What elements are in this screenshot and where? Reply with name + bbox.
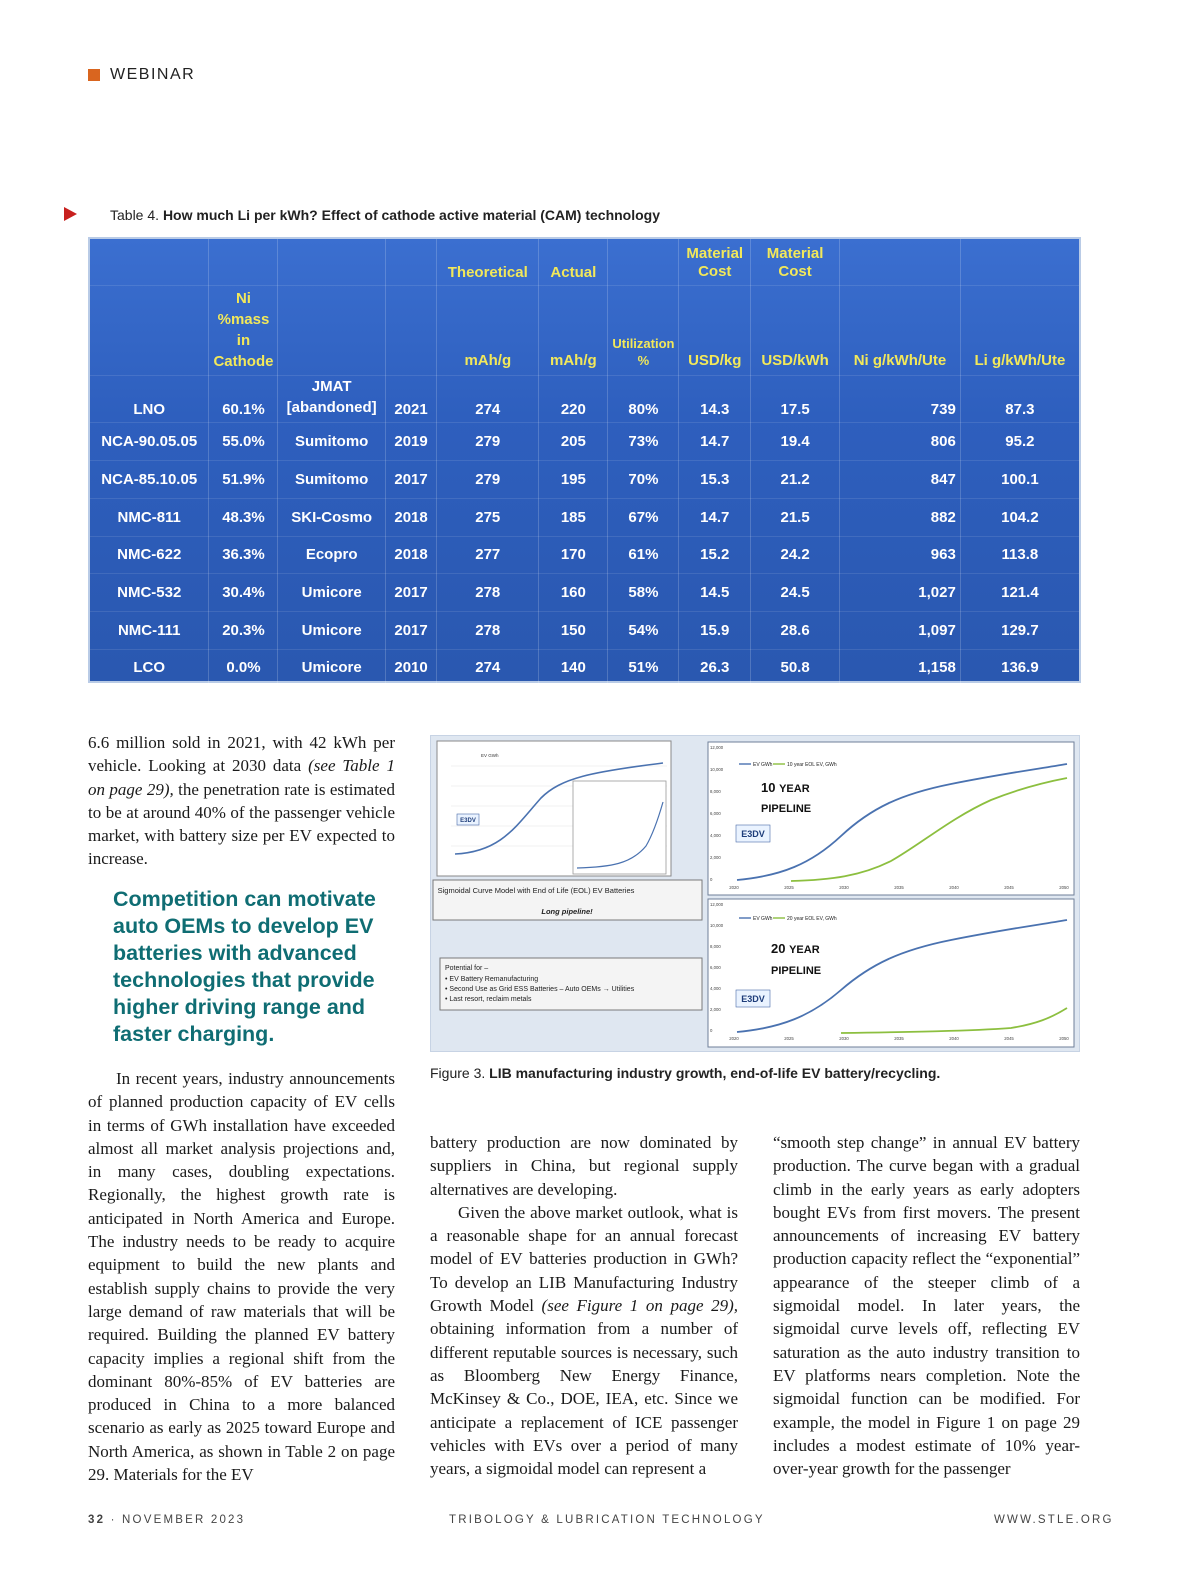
info-box-2-title: Potential for – xyxy=(445,965,489,972)
cell-ni-g: 1,158 xyxy=(840,649,961,686)
x-tick: 2045 xyxy=(1004,1036,1014,1041)
cell-usd-kg: 15.2 xyxy=(679,536,751,573)
cell-year: 2017 xyxy=(385,460,436,498)
y-tick: 6,000 xyxy=(710,811,721,816)
cell-actual: 140 xyxy=(539,649,608,686)
cell-usd-kwh: 50.8 xyxy=(751,649,840,686)
header-text: Cost xyxy=(698,262,732,280)
paragraph xyxy=(430,1201,738,1481)
table-caption xyxy=(110,207,660,223)
top-legend-2: 10 year EOL EV, GWh xyxy=(787,762,837,768)
column-1-top xyxy=(88,731,395,871)
figure-caption-label: Figure 3. xyxy=(430,1065,486,1081)
cell-theoretical: 274 xyxy=(437,649,539,686)
y-tick: 10,000 xyxy=(710,767,724,772)
y-tick: 8,000 xyxy=(710,789,721,794)
table-row xyxy=(90,375,1079,422)
header-unit-theoretical: mAh/g xyxy=(437,285,539,375)
header-text: Cathode xyxy=(213,352,274,370)
bottom-chart-title-line2: PIPELINE xyxy=(771,965,822,977)
cell-ni-g: 739 xyxy=(840,375,961,422)
cell-ni: 60.1% xyxy=(209,375,278,422)
y-tick: 10,000 xyxy=(710,923,724,928)
x-tick: 2035 xyxy=(894,885,904,890)
x-tick: 2025 xyxy=(784,885,794,890)
info-box-2-item: • EV Battery Remanufacturing xyxy=(445,976,539,983)
table-caption-title: How much Li per kWh? Effect of cathode active material (CAM) technology xyxy=(162,207,660,223)
cell-usd-kg: 15.9 xyxy=(679,611,751,649)
magazine-name: TRIBOLOGY & LUBRICATION TECHNOLOGY xyxy=(449,1514,765,1526)
bottom-chart-title-line1 xyxy=(771,941,820,956)
info-box-2-item-text: EV Battery Remanufacturing xyxy=(449,976,539,983)
title-number: 20 xyxy=(771,941,786,956)
text-run: the penetration rate is estimated to be at around 40% of the passenger vehicle market, with battery size per EV expected to increase. xyxy=(88,779,395,869)
cell-maker: Umicore xyxy=(278,611,385,649)
paragraph: battery production are now dominated by suppliers in China, but regional supply alternatives are developing. xyxy=(430,1133,738,1199)
cell-name: NMC-532 xyxy=(90,573,209,611)
cell-ni-g: 963 xyxy=(840,536,961,573)
page-number: 32 xyxy=(88,1514,106,1526)
x-tick: 2030 xyxy=(839,885,849,890)
cell-usd-kg: 14.7 xyxy=(679,422,751,460)
cell-util: 54% xyxy=(608,611,679,649)
cell-theoretical: 278 xyxy=(437,573,539,611)
info-box-2-item-text: Last resort, reclaim metals xyxy=(449,996,532,1003)
cell-li-g: 104.2 xyxy=(960,498,1079,536)
cell-name: NMC-622 xyxy=(90,536,209,573)
table-row xyxy=(90,422,1079,460)
pull-quote: Competition can motivate auto OEMs to develop EV batteries with advanced technologies that provide higher driving range and faster charging. xyxy=(113,887,376,1046)
cell-maker-line: [abandoned] xyxy=(286,398,377,416)
figure-3-graphic xyxy=(431,736,1079,1051)
table-row xyxy=(90,498,1079,536)
cell-util: 67% xyxy=(608,498,679,536)
cell-ni-g: 847 xyxy=(840,460,961,498)
paragraph: “smooth step change” in annual EV battery production. The curve began with a gradual climb in the early years as early adopters bought EVs from first movers. The present announcements of increasing EV battery production capacity reflect the “exponential” appearance of the steeper climb of a sigmoidal model. In later years, the sigmoidal curve levels off, reflecting EV saturation as the auto industry transition to EV platforms nears completion. Note the sigmoidal function can be modified. For example, the model in Figure 1 on page 29 includes a modest estimate of 10% year-over-year growth for the passenger xyxy=(773,1133,1080,1479)
y-tick: 2,000 xyxy=(710,1007,721,1012)
paragraph: In recent years, industry announcements of planned production capacity of EV cells in terms of GWh installation have exceeded almost all market analysis projections and, in many cases, doubling expectations. Regionally, the highest growth rate is anticipated in North America and Europe. The industry needs to be ready to acquire equipment to build the new plants and establish supply chains to provide the very large demand of raw materials that will be required. Building the planned EV battery capacity implies a regional shift from the dominant 80%-85% of EV batteries are produced in China to a more balanced scenario as early as 2025 toward Europe and North America, as shown in Table 2 on page 29. Materials for the EV xyxy=(88,1069,395,1485)
bottom-legend-2: 20 year EOL EV, GWh xyxy=(787,916,837,922)
cell-theoretical: 279 xyxy=(437,460,539,498)
cell-util: 80% xyxy=(608,375,679,422)
cell-ni: 51.9% xyxy=(209,460,278,498)
cell-usd-kg: 14.3 xyxy=(679,375,751,422)
cell-usd-kwh: 21.2 xyxy=(751,460,840,498)
cell-maker: Umicore xyxy=(278,573,385,611)
cell-li-g: 100.1 xyxy=(960,460,1079,498)
info-box-1-title: Sigmoidal Curve Model with End of Life (EOL) EV Batteries xyxy=(437,886,635,895)
cell-year: 2021 xyxy=(385,375,436,422)
x-tick: 2035 xyxy=(894,1036,904,1041)
header-text: in xyxy=(236,331,251,349)
cell-maker: Ecopro xyxy=(278,536,385,573)
table-row xyxy=(90,573,1079,611)
header-material-cost-kwh xyxy=(751,239,840,285)
cell-theoretical: 278 xyxy=(437,611,539,649)
cell-actual: 150 xyxy=(539,611,608,649)
cell-li-g: 129.7 xyxy=(960,611,1079,649)
cell-ni: 0.0% xyxy=(209,649,278,686)
x-tick: 2030 xyxy=(839,1036,849,1041)
cell-name: NCA-90.05.05 xyxy=(90,422,209,460)
table-row xyxy=(90,536,1079,573)
header-theoretical: Theoretical xyxy=(437,239,539,285)
header-text: Material xyxy=(766,244,824,262)
header-text: Utilization xyxy=(612,335,675,351)
x-tick: 2045 xyxy=(1004,885,1014,890)
figure-caption-title: LIB manufacturing industry growth, end-of-life EV battery/recycling. xyxy=(489,1065,941,1081)
figure-3 xyxy=(430,735,1080,1052)
header-material-cost-kg xyxy=(679,239,751,285)
cell-usd-kg: 14.5 xyxy=(679,573,751,611)
issue-date: NOVEMBER 2023 xyxy=(122,1514,246,1526)
header-utilization xyxy=(608,285,679,375)
section-label: WEBINAR xyxy=(110,66,196,83)
cell-util: 70% xyxy=(608,460,679,498)
section-tag xyxy=(88,66,195,84)
cell-li-g: 136.9 xyxy=(960,649,1079,686)
cell-li-g: 95.2 xyxy=(960,422,1079,460)
cell-theoretical: 277 xyxy=(437,536,539,573)
y-tick: 4,000 xyxy=(710,986,721,991)
figure-caption xyxy=(430,1065,940,1081)
info-box-2-item-text: Second Use as Grid ESS Batteries – Auto OEMs → Utilities xyxy=(449,986,635,993)
cell-usd-kwh: 24.5 xyxy=(751,573,840,611)
text-run: Given the above market outlook, what is a reasonable shape for an annual forecast model of EV batteries production in GWh? To develop an LIB Manufacturing Industry Growth Model xyxy=(430,1202,738,1316)
paragraph xyxy=(88,731,395,871)
cell-util: 58% xyxy=(608,573,679,611)
cell-ni-g: 806 xyxy=(840,422,961,460)
x-tick: 2020 xyxy=(729,1036,739,1041)
table-row xyxy=(90,649,1079,686)
x-tick: 2020 xyxy=(729,885,739,890)
left-inset-panel xyxy=(573,781,666,874)
cell-usd-kwh: 17.5 xyxy=(751,375,840,422)
text-run: 6.6 million sold in 2021, with 42 kWh per vehicle. Looking at 2030 data xyxy=(88,733,395,776)
header-text: Material xyxy=(686,244,744,262)
cell-maker: Sumitomo xyxy=(278,460,385,498)
cell-usd-kwh: 24.2 xyxy=(751,536,840,573)
cell-theoretical: 274 xyxy=(437,375,539,422)
x-tick: 2025 xyxy=(784,1036,794,1041)
title-word: YEAR xyxy=(789,944,820,956)
title-word: YEAR xyxy=(779,783,810,795)
header-text: %mass xyxy=(217,310,270,328)
header-text: % xyxy=(637,352,650,368)
top-logo-text: E3DV xyxy=(741,829,765,839)
cell-usd-kg: 14.7 xyxy=(679,498,751,536)
header-ni-mass xyxy=(209,285,278,375)
top-legend-1: EV GWh xyxy=(753,762,773,768)
website: WWW.STLE.ORG xyxy=(994,1514,1114,1526)
header-row-2 xyxy=(90,285,1079,375)
top-chart-title-line2: PIPELINE xyxy=(761,803,812,815)
header-unit-actual: mAh/g xyxy=(539,285,608,375)
cell-name: LNO xyxy=(90,375,209,422)
cell-li-g: 121.4 xyxy=(960,573,1079,611)
y-tick: 2,000 xyxy=(710,855,721,860)
cell-ni-g: 1,027 xyxy=(840,573,961,611)
info-box-2-item: • Last resort, reclaim metals xyxy=(445,996,532,1003)
left-logo-text: E3DV xyxy=(460,818,476,824)
y-tick: 12,000 xyxy=(710,902,724,907)
cell-actual: 220 xyxy=(539,375,608,422)
header-usd-kg: USD/kg xyxy=(679,285,751,375)
cell-maker: Umicore xyxy=(278,649,385,686)
title-number: 10 xyxy=(761,780,776,795)
header-ni-g: Ni g/kWh/Ute xyxy=(840,285,961,375)
cell-actual: 170 xyxy=(539,536,608,573)
header-row-1 xyxy=(90,239,1079,285)
footer-left xyxy=(88,1514,245,1526)
cell-li-g: 113.8 xyxy=(960,536,1079,573)
cell-usd-kg: 15.3 xyxy=(679,460,751,498)
text-reference: (see Table 1 on page 29), xyxy=(88,756,395,799)
cell-year: 2019 xyxy=(385,422,436,460)
cell-usd-kwh: 21.5 xyxy=(751,498,840,536)
cell-theoretical: 279 xyxy=(437,422,539,460)
cell-maker: SKI-Cosmo xyxy=(278,498,385,536)
cam-table-grid xyxy=(90,239,1079,687)
cell-theoretical: 275 xyxy=(437,498,539,536)
y-tick: 6,000 xyxy=(710,965,721,970)
y-tick: 4,000 xyxy=(710,833,721,838)
x-tick: 2050 xyxy=(1059,885,1069,890)
text-reference: (see Figure 1 on page 29), xyxy=(541,1296,739,1316)
table-row xyxy=(90,460,1079,498)
column-2 xyxy=(430,1131,738,1480)
header-li-g: Li g/kWh/Ute xyxy=(960,285,1079,375)
x-tick: 2050 xyxy=(1059,1036,1069,1041)
cell-actual: 195 xyxy=(539,460,608,498)
cell-ni-g: 1,097 xyxy=(840,611,961,649)
cell-year: 2010 xyxy=(385,649,436,686)
y-tick: 0 xyxy=(710,877,713,882)
header-usd-kwh: USD/kWh xyxy=(751,285,840,375)
footer-separator: · xyxy=(110,1514,117,1526)
caption-arrow-icon xyxy=(64,207,77,221)
table-caption-label: Table 4. xyxy=(110,207,160,223)
section-square-icon xyxy=(88,69,100,81)
cell-usd-kwh: 28.6 xyxy=(751,611,840,649)
cell-usd-kg: 26.3 xyxy=(679,649,751,686)
cell-year: 2017 xyxy=(385,573,436,611)
cell-year: 2018 xyxy=(385,536,436,573)
cell-ni: 55.0% xyxy=(209,422,278,460)
cell-name: NMC-111 xyxy=(90,611,209,649)
column-1-bottom xyxy=(88,1067,395,1486)
y-tick: 0 xyxy=(710,1028,713,1033)
cell-name: NCA-85.10.05 xyxy=(90,460,209,498)
cell-ni-g: 882 xyxy=(840,498,961,536)
cell-ni: 30.4% xyxy=(209,573,278,611)
cell-maker xyxy=(278,375,385,422)
header-text: Cost xyxy=(778,262,812,280)
cell-util: 51% xyxy=(608,649,679,686)
left-chart-legend: EV GWh xyxy=(481,753,499,758)
cell-maker-line: JMAT xyxy=(311,377,352,395)
cell-ni: 48.3% xyxy=(209,498,278,536)
header-text: Ni xyxy=(235,289,251,307)
x-tick: 2040 xyxy=(949,885,959,890)
y-tick: 12,000 xyxy=(710,745,724,750)
cell-year: 2017 xyxy=(385,611,436,649)
cell-usd-kwh: 19.4 xyxy=(751,422,840,460)
cell-name: LCO xyxy=(90,649,209,686)
header-actual: Actual xyxy=(539,239,608,285)
cell-actual: 205 xyxy=(539,422,608,460)
text-run: obtaining information from a number of different reputable sources is necessary, such as Bloomberg New Energy Finance, McKinsey & Co., DOE, IEA, etc. Since we anticipate a replacement of ICE passenger vehicles with EVs over a period of many years, a sigmoidal model can represent a xyxy=(430,1319,738,1479)
info-box-1-sub: Long pipeline! xyxy=(541,907,593,916)
cell-ni: 36.3% xyxy=(209,536,278,573)
cell-li-g: 87.3 xyxy=(960,375,1079,422)
bottom-legend-1: EV GWh xyxy=(753,916,773,922)
cell-actual: 160 xyxy=(539,573,608,611)
cell-name: NMC-811 xyxy=(90,498,209,536)
info-box-2-item: • Second Use as Grid ESS Batteries – Auto OEMs → Utilities xyxy=(445,986,635,993)
x-tick: 2040 xyxy=(949,1036,959,1041)
cam-table xyxy=(88,237,1081,683)
cell-maker: Sumitomo xyxy=(278,422,385,460)
cell-util: 73% xyxy=(608,422,679,460)
table-row xyxy=(90,611,1079,649)
cell-util: 61% xyxy=(608,536,679,573)
cell-ni: 20.3% xyxy=(209,611,278,649)
y-tick: 8,000 xyxy=(710,944,721,949)
top-chart-title-line1 xyxy=(761,780,810,795)
bottom-logo-text: E3DV xyxy=(741,994,765,1004)
cell-actual: 185 xyxy=(539,498,608,536)
cell-year: 2018 xyxy=(385,498,436,536)
column-3 xyxy=(773,1131,1080,1480)
